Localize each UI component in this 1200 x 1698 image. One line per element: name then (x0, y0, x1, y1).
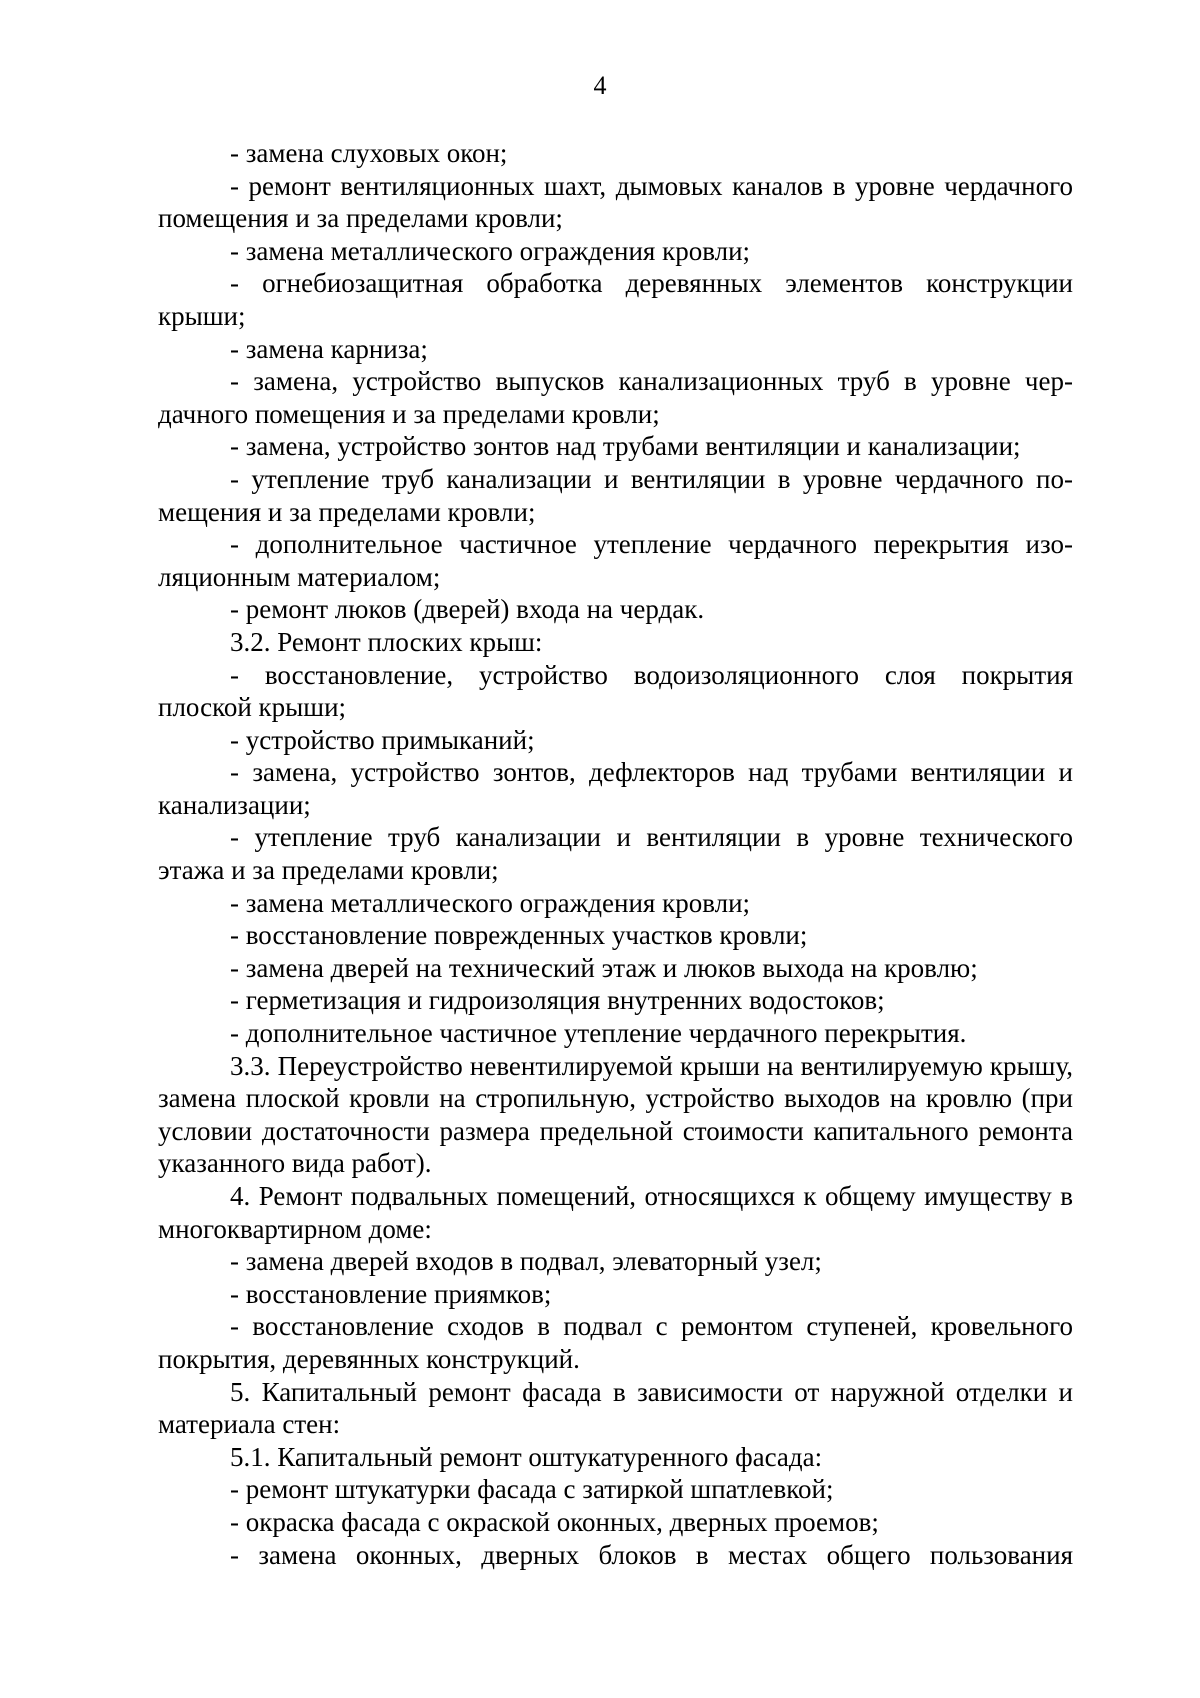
paragraph: - дополнительное частичное утепление чердачного перекрытия. (230, 1018, 967, 1049)
paragraph: - замена оконных, дверных блоков в местах общего пользования (230, 1539, 1073, 1570)
paragraph: - окраска фасада с окраской оконных, дверных проемов; (230, 1506, 879, 1537)
page-number: 4 (593, 71, 607, 100)
paragraph: 3.3. Переустройство невентилируемой крыши на вентилируемую крышу, замена плоской кровли на стропильную, устройство выходов на кровлю (при условии достаточности размера предельной стоимости капитального ремонта указанного вида работ). (158, 1050, 1073, 1179)
paragraph: - дополнительное частичное утепление чердачного перекрытия изоляционным материалом; (158, 529, 1073, 592)
paragraph: 5.1. Капитальный ремонт оштукатуренного фасада: (230, 1441, 823, 1472)
paragraph: - ремонт вентиляционных шахт, дымовых каналов в уровне чердачного помещения и за пределами кровли; (158, 170, 1073, 234)
paragraph: - огнебиозащитная обработка деревянных элементов конструкции крыши; (158, 268, 1073, 331)
paragraph: 3.2. Ремонт плоских крыш: (230, 626, 543, 657)
paragraph: - замена металлического ограждения кровли; (230, 235, 751, 266)
paragraph: - ремонт люков (дверей) входа на чердак. (230, 594, 705, 625)
paragraph: - восстановление сходов в подвал с ремонтом ступеней, кровельного покрытия, деревянных конструкций. (158, 1311, 1073, 1374)
paragraph: - замена слуховых окон; (230, 138, 508, 168)
paragraph: - восстановление, устройство водоизоляционного слоя покрытия плоской крыши; (158, 659, 1073, 723)
paragraph: - устройство примыканий; (230, 724, 535, 755)
paragraph: - замена, устройство выпусков канализационных труб в уровне чердачного помещения и за пределами кровли; (158, 366, 1073, 429)
paragraph: - восстановление поврежденных участков кровли; (230, 920, 808, 951)
paragraph: - замена карниза; (230, 333, 428, 364)
paragraph: - замена дверей входов в подвал, элеваторный узел; (230, 1246, 822, 1277)
paragraph: - утепление труб канализации и вентиляции в уровне технического этажа и за пределами кровли; (158, 822, 1073, 886)
paragraph: - замена, устройство зонтов, дефлекторов над трубами вентиляции и канализации; (158, 757, 1073, 820)
paragraph: - восстановление приямков; (230, 1278, 552, 1309)
paragraph: - замена металлического ограждения кровли; (230, 887, 751, 918)
paragraph: - замена дверей на технический этаж и люков выхода на кровлю; (230, 952, 978, 983)
paragraph: 5. Капитальный ремонт фасада в зависимости от наружной отделки и материала стен: (158, 1376, 1073, 1440)
paragraph: - утепление труб канализации и вентиляции в уровне чердачного помещения и за пределами кровли; (158, 463, 1073, 527)
document-body (158, 137, 1073, 1571)
paragraph: - ремонт штукатурки фасада с затиркой шпатлевкой; (230, 1474, 834, 1505)
paragraph: - герметизация и гидроизоляция внутренних водостоков; (230, 985, 885, 1016)
paragraph: 4. Ремонт подвальных помещений, относящихся к общему имуществу в многоквартирном доме: (158, 1181, 1073, 1244)
paragraph: - замена, устройство зонтов над трубами вентиляции и канализации; (230, 431, 1021, 462)
